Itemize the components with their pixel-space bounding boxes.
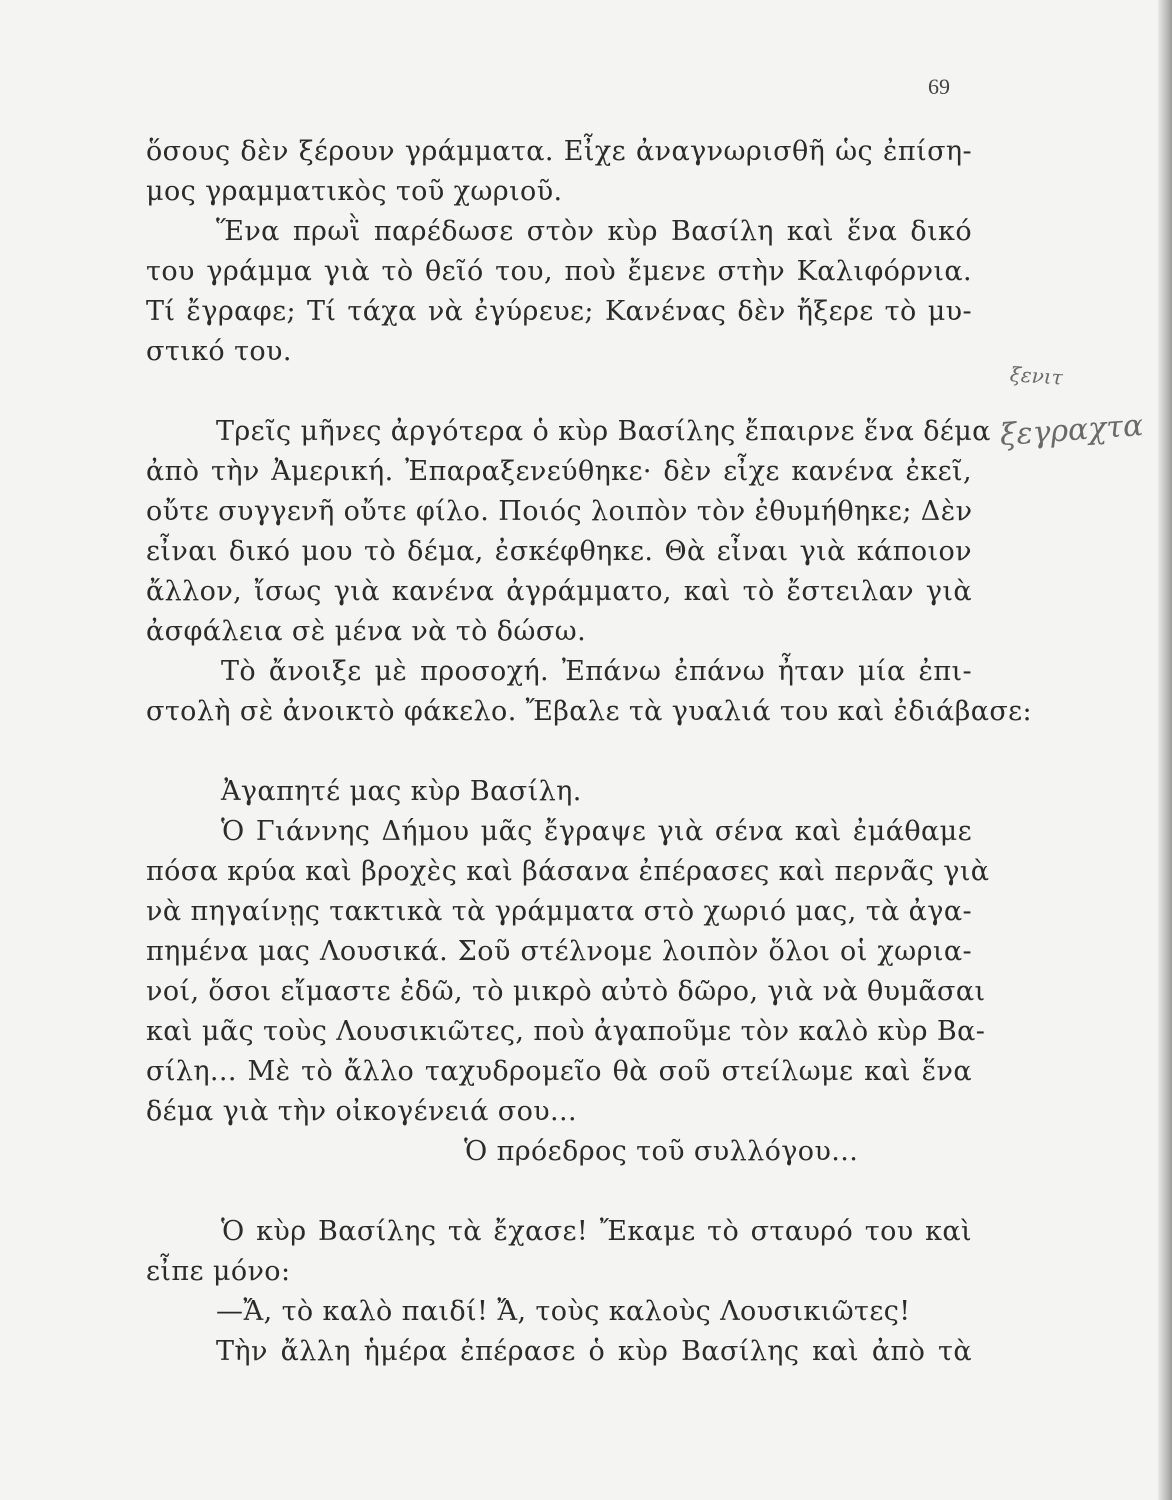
text-line: ἀσφάλεια σὲ μένα νὰ τὸ δώσω. [146,616,587,647]
text-line: καὶ μᾶς τοὺς Λουσικιῶτες, ποὺ ἀγαποῦμε τὸν καλὸ κὺρ Βα- [146,1016,986,1047]
text-line: ἄλλον, ἴσως γιὰ κανένα ἀγράμματο, καὶ τὸ ἔστειλαν γιὰ [146,576,972,607]
text-line: του γράμμα γιὰ τὸ θεῖό του, ποὺ ἔμενε στὴν Καλιφόρνια. [146,256,972,287]
text-line: Ἕνα πρωῒ παρέδωσε στὸν κὺρ Βασίλη καὶ ἕνα δικό [216,216,972,247]
text-line: Τὸ ἄνοιξε μὲ προσοχή. Ἐπάνω ἐπάνω ἦταν μία ἐπι- [221,656,972,687]
dialogue-line: —Ἄ, τὸ καλὸ παιδί! Ἄ, τοὺς καλοὺς Λουσικιῶτες! [216,1296,911,1327]
text-line: οὔτε συγγενῆ οὔτε φίλο. Ποιός λοιπὸν τὸν ἐθυμήθηκε; Δὲν [146,496,973,527]
text-line: ἀπὸ τὴν Ἀμερική. Ἐπαραξενεύθηκε· δὲν εἶχε κανένα ἐκεῖ, [146,456,972,487]
text-line: νὰ πηγαίνῃς τακτικὰ τὰ γράμματα στὸ χωριό μας, τὰ ἀγα- [146,896,972,927]
text-line: δέμα γιὰ τὴν οἰκογένειά σου... [146,1096,578,1127]
text-line: μος γραμματικὸς τοῦ χωριοῦ. [146,176,563,207]
text-line: νοί, ὅσοι εἴμαστε ἐδῶ, τὸ μικρὸ αὐτὸ δῶρο, γιὰ νὰ θυμᾶσαι [146,976,986,1007]
handwritten-margin-note: ξενιτ [1009,362,1064,390]
page-number: 69 [928,74,950,99]
text-line: Τὴν ἄλλη ἡμέρα ἐπέρασε ὁ κὺρ Βασίλης καὶ ἀπὸ τὰ [216,1336,972,1367]
text-line: στικό του. [146,336,292,367]
text-line: εἶπε μόνο: [146,1256,291,1287]
text-line: σίλη... Μὲ τὸ ἄλλο ταχυδρομεῖο θὰ σοῦ στείλωμε καὶ ἕνα [146,1056,972,1087]
letter-salutation: Ἀγαπητέ μας κὺρ Βασίλη. [221,776,582,807]
text-line: πημένα μας Λουσικά. Σοῦ στέλνομε λοιπὸν ὅλοι οἱ χωρια- [146,936,972,967]
page-edge [1158,0,1172,1500]
handwritten-margin-note: ξεγραχτα [998,408,1145,453]
text-line: Ὁ Γιάννης Δήμου μᾶς ἔγραψε γιὰ σένα καὶ ἐμάθαμε [221,816,972,847]
text-line: στολὴ σὲ ἀνοικτὸ φάκελο. Ἔβαλε τὰ γυαλιά του καὶ ἐδιάβασε: [146,696,1033,727]
text-line: πόσα κρύα καὶ βροχὲς καὶ βάσανα ἐπέρασες καὶ περνᾶς γιὰ [146,856,990,887]
text-line: Τί ἔγραφε; Τί τάχα νὰ ἐγύρευε; Κανένας δὲν ἤξερε τὸ μυ- [146,296,972,327]
letter-signature: Ὁ πρόεδρος τοῦ συλλόγου... [464,1136,859,1167]
text-line: ὅσους δὲν ξέρουν γράμματα. Εἶχε ἀναγνωρισθῆ ὡς ἐπίση- [146,136,972,167]
text-line: εἶναι δικό μου τὸ δέμα, ἐσκέφθηκε. Θὰ εἶναι γιὰ κάποιον [146,536,972,567]
text-line: Τρεῖς μῆνες ἀργότερα ὁ κὺρ Βασίλης ἔπαιρνε ἕνα δέμα [216,416,991,447]
text-line: Ὁ κὺρ Βασίλης τὰ ἔχασε! Ἔκαμε τὸ σταυρό του καὶ [221,1216,972,1247]
